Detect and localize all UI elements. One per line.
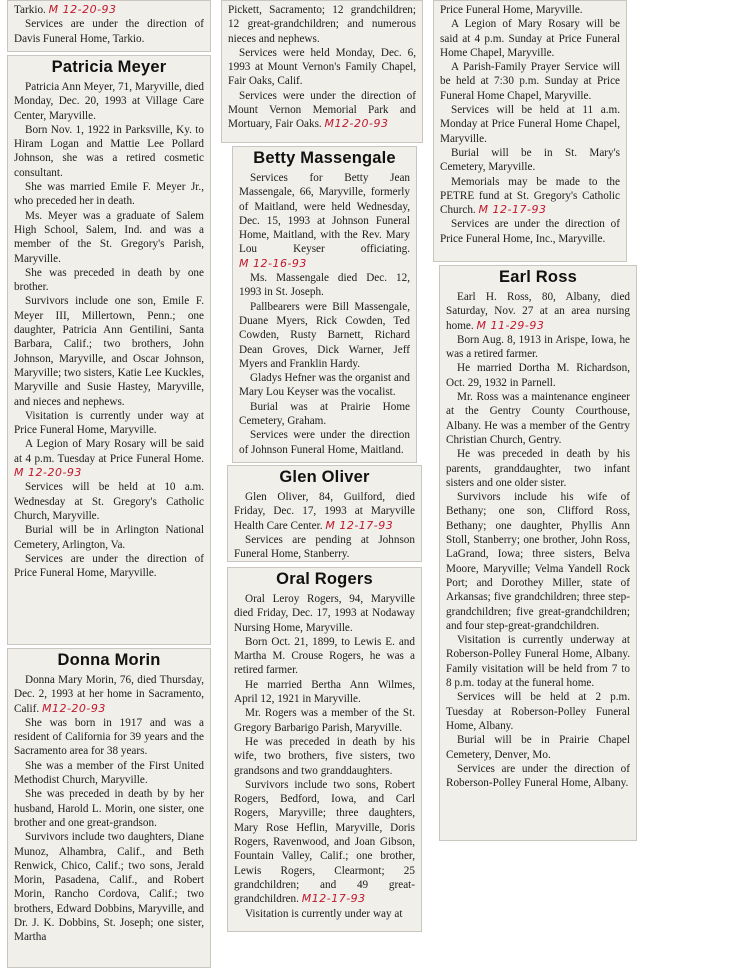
paragraph: A Legion of Mary Rosary will be said at 4 p.m. Sunday at Price Funeral Home Chapel, Maryville.: [440, 18, 620, 59]
paragraph: Ms. Meyer was a graduate of Salem High School, Salem, Ind. and was a member of the St. Gregory's Parish, Maryville.: [14, 209, 204, 265]
paragraph: Memorials may be made to the PETRE fund at St. Gregory's Catholic Church.: [440, 175, 620, 217]
paragraph: Services are under the direction of Price Funeral Home, Maryville.: [14, 552, 204, 580]
paragraph: Burial will be in Arlington National Cemetery, Arlington, Va.: [14, 524, 204, 551]
obituary-betty-massengale: [232, 146, 417, 463]
obituary-oral-rogers: [227, 567, 422, 932]
paragraph: A Legion of Mary Rosary will be said at 4 p.m. Tuesday at Price Funeral Home.: [14, 438, 204, 465]
paragraph: Services are under the direction of Price Funeral Home, Inc., Maryville.: [440, 218, 620, 245]
obituary-name: Betty Massengale: [253, 149, 396, 167]
paragraph: Pallbearers were Bill Massengale, Duane Myers, Rick Cowden, Ted Cowden, Rusty Barnett, Richard Dean Groves, Dick Warner, Jeff Myers and Franklin Hardy.: [239, 300, 410, 370]
paragraph: Visitation is currently underway at Roberson-Polley Funeral Home, Albany. Family visitation will be held from 7 to 8 p.m. today at the funeral home.: [446, 634, 630, 690]
paragraph: He married Dortha M. Richardson, Oct. 29, 1932 in Parnell.: [446, 362, 630, 389]
paragraph: Donna Mary Morin, 76, died Thursday, Dec. 2, 1993 at her home in Sacramento, Calif.: [14, 674, 204, 715]
paragraph: Earl H. Ross, 80, Albany, died Saturday, Nov. 27 at an area nursing home.: [446, 291, 630, 332]
paragraph: Survivors include two daughters, Diane Munoz, Alhambra, Calif., and Beth Renwick, Chico, Calif.; two sons, Jerald Morin, Pasadena, Calif., and Robert Morin, Rancho Cordova, Calif.; two brothers, Edward Dobbins, Maryville, and Dr. J. K. Dobbins, St. Joseph; one sister, Martha: [14, 831, 204, 944]
paragraph: Services are under the direction of Davis Funeral Home, Tarkio.: [14, 18, 204, 45]
paragraph: Services are under the direction of Roberson-Polley Funeral Home, Albany.: [446, 762, 630, 790]
paragraph: Burial will be in St. Mary's Cemetery, Maryville.: [440, 146, 620, 174]
paragraph: Services will be held at 11 a.m. Monday at Price Funeral Home Chapel, Maryville.: [440, 104, 620, 145]
obituary-name: Oral Rogers: [276, 570, 373, 588]
paragraph: Services were under the direction of Mount Vernon Memorial Park and Mortuary, Fair Oaks.: [228, 89, 416, 131]
obituary-earl-ross: [439, 265, 637, 841]
paragraph: Born Nov. 1, 1922 in Parksville, Ky. to Hiram Logan and Mattie Lee Pollard Johnson, she was a retired cosmetic consultant.: [14, 123, 204, 179]
handwritten-date: M 12-17-93: [478, 203, 547, 217]
paragraph: Services were under the direction of Johnson Funeral Home, Maitland.: [239, 429, 410, 456]
paragraph: Born Aug. 8, 1913 in Arispe, Iowa, he was a retired farmer.: [446, 333, 630, 361]
handwritten-date: M12-20-93: [41, 701, 106, 715]
paragraph: She was preceded in death by by her husband, Harold L. Morin, one sister, one brother and one great-grandson.: [14, 788, 204, 829]
handwritten-date: M 11-29-93: [476, 318, 545, 332]
paragraph: Ms. Massengale died Dec. 12, 1993 in St. Joseph.: [239, 272, 410, 299]
obituary-glen-oliver: [227, 465, 422, 562]
paragraph: Services will be held at 2 p.m. Tuesday at Roberson-Polley Funeral Home, Albany.: [446, 691, 630, 732]
paragraph: Visitation is currently under way at: [245, 907, 403, 920]
paragraph: She was preceded in death by one brother.: [14, 266, 204, 294]
paragraph: Mr. Rogers was a member of the St. Gregory Barbarigo Parish, Maryville.: [234, 707, 415, 734]
paragraph: Survivors include his wife of Bethany; one son, Clifford Ross, Bethany; one daughter, Phyllis Ann Stoll, Stanberry; one brother, John Ross, LaGrand, Iowa; three sisters, Belva Moore, Maryville; Velma Yandell Rock Port; and Dorothey Miller, state of Arkansas; five grandchildren; three step-grandchildren; five great-grandchildren; and four step-great-grandchildren.: [446, 491, 630, 632]
clipping-continuation: [221, 0, 423, 143]
paragraph: A Parish-Family Prayer Service will be held at 7:30 p.m. Sunday at Price Funeral Home Chapel, Maryville.: [440, 61, 620, 102]
paragraph: He was preceded in death by his wife, two brothers, five sisters, two grandsons and two granddaughters.: [234, 735, 415, 777]
paragraph: Oral Leroy Rogers, 94, Maryville died Friday, Dec. 17, 1993 at Nodaway Nursing Home, Maryville.: [234, 593, 415, 634]
paragraph: Survivors include two sons, Robert Rogers, Bedford, Iowa, and Carl Rogers, Maryville; three daughters, Mary Rose Heflin, Maryville, Doris Rogers, Ravenwood, and Joan Gibson, Fountain Valley, Calif.; one brother, Lewis Rogers, Clearmont; 25 grandchildren; and 49 great-grandchildren.: [234, 778, 415, 906]
handwritten-date: M12-17-93: [301, 892, 366, 906]
obituary-patricia-meyer: [7, 55, 211, 645]
paragraph: Burial was at Prairie Home Cemetery, Graham.: [239, 400, 410, 428]
paragraph: She was born in 1917 and was a resident of California for 39 years and the Sacramento area for 38 years.: [14, 716, 204, 758]
paragraph: Services will be held at 10 a.m. Wednesday at St. Gregory's Catholic Church, Maryville.: [14, 481, 204, 522]
paragraph: Patricia Ann Meyer, 71, Maryville, died Monday, Dec. 20, 1993 at Village Care Center, Maryville.: [14, 81, 204, 122]
paragraph: Gladys Hefner was the organist and Mary Lou Keyser was the vocalist.: [239, 372, 410, 399]
paragraph: Born Oct. 21, 1899, to Lewis E. and Martha M. Crouse Rogers, he was a retired farmer.: [234, 635, 415, 677]
paragraph: Services are pending at Johnson Funeral Home, Stanberry.: [234, 533, 415, 561]
paragraph: He married Bertha Ann Wilmes, April 12, 1921 in Maryville.: [234, 678, 415, 706]
obituary-name: Donna Morin: [57, 651, 161, 669]
town-text: Tarkio.: [14, 4, 46, 16]
paragraph: Mr. Ross was a maintenance engineer at the Gentry County Courthouse, Albany. He was a member of the Gentry Christian Church, Gentry.: [446, 391, 630, 446]
paragraph: She was married Emile F. Meyer Jr., who preceded her in death.: [14, 181, 204, 208]
handwritten-date: M 12-20-93: [48, 3, 117, 16]
paragraph: Survivors include one son, Emile F. Meyer III, Millertown, Penn.; one daughter, Patricia Ann Gentilini, Santa Barbara, Calif.; two brothers, John Johnson, Maryville, and Oscar Johnson, Maryville; two sisters, Katie Lee Kuckles, Maryville and Susie Hastey, Maryville, and nieces and nephews.: [14, 295, 204, 408]
paragraph: Services were held Monday, Dec. 6, 1993 at Mount Vernon's Family Chapel, Fair Oaks, Calif.: [228, 46, 416, 88]
paragraph: He was preceded in death by his parents, granddaughter, two infant sisters and one older sister.: [446, 448, 630, 489]
handwritten-date: M12-20-93: [324, 117, 389, 131]
obituary-donna-morin: [7, 648, 211, 968]
clipping-continuation: [433, 0, 627, 262]
handwritten-date: M 12-17-93: [325, 518, 394, 532]
handwritten-date: M 12-16-93: [239, 256, 307, 270]
obituary-name: Patricia Meyer: [51, 58, 167, 76]
paragraph: She was a member of the First United Methodist Church, Maryville.: [14, 759, 204, 787]
paragraph: Price Funeral Home, Maryville.: [440, 4, 583, 16]
paragraph: Services for Betty Jean Massengale, 66, Maryville, formerly of Maitland, were held Wednesday, Dec. 15, 1993 at Johnson Funeral Home, Maitland, with the Rev. Mary Lou Keyser officiating.: [239, 172, 410, 256]
paragraph: Visitation is currently under way at Price Funeral Home, Maryville.: [14, 409, 204, 437]
paragraph: Burial will be in Prairie Chapel Cemetery, Denver, Mo.: [446, 734, 630, 761]
paragraph: Glen Oliver, 84, Guilford, died Friday, Dec. 17, 1993 at Maryville Health Care Center.: [234, 491, 415, 532]
obituary-name: Glen Oliver: [279, 468, 370, 486]
paragraph: Pickett, Sacramento; 12 grandchildren; 12 great-grandchildren; and numerous nieces and nephews.: [228, 4, 416, 45]
handwritten-date: M 12-20-93: [14, 466, 82, 480]
obituary-name: Earl Ross: [499, 268, 577, 286]
clipping-tarkio: [7, 0, 211, 52]
